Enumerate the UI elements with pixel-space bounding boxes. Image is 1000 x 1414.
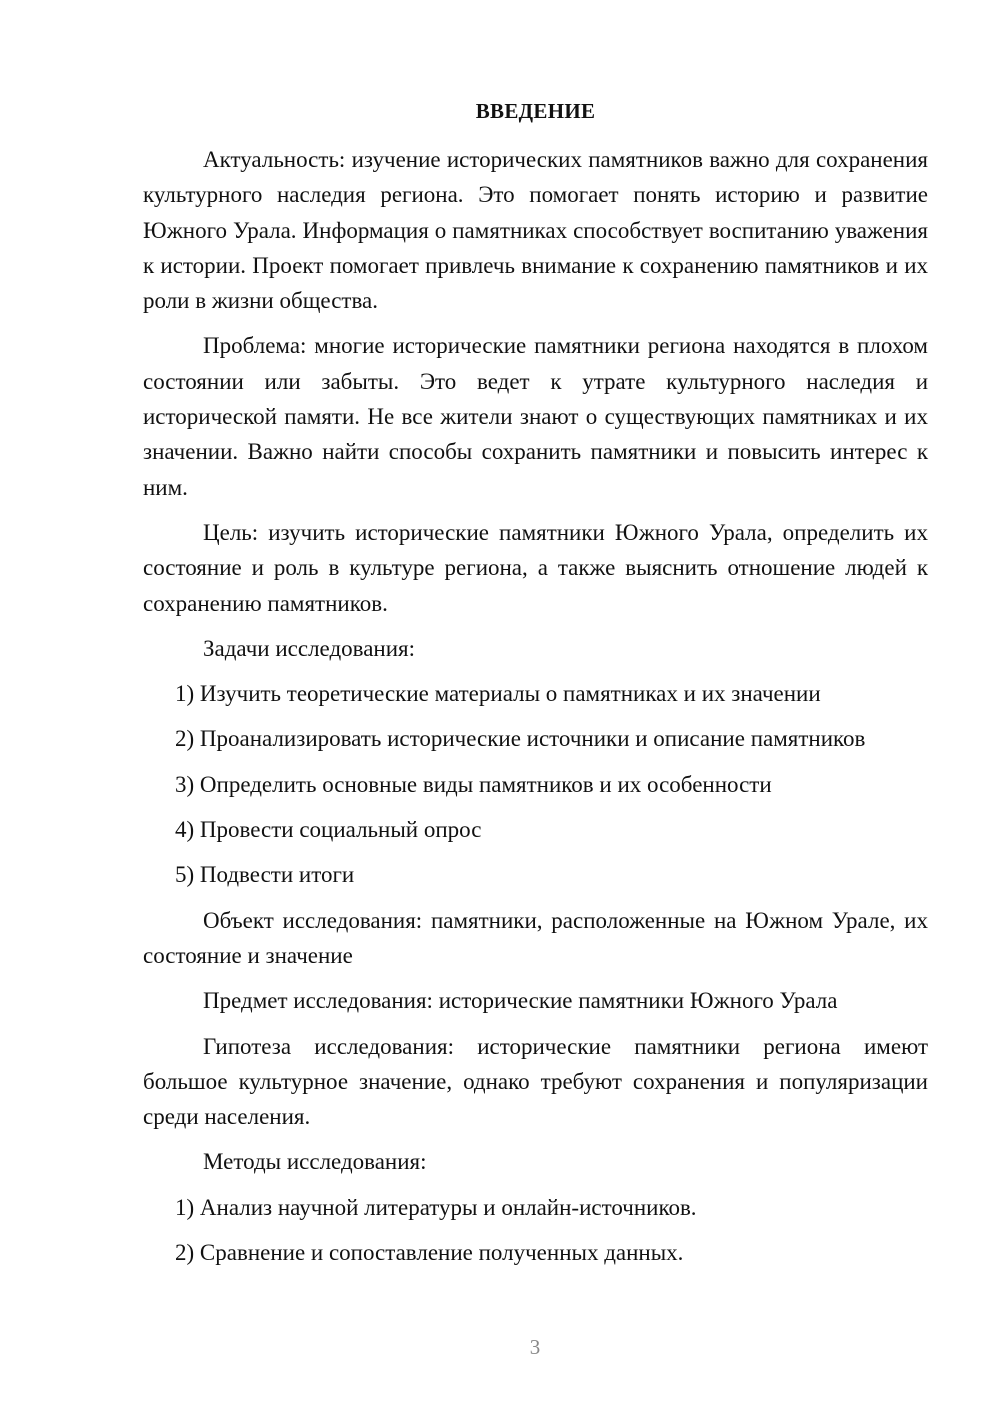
list-item: 5) Подвести итоги (175, 862, 355, 888)
list-item: 4) Провести социальный опрос (175, 817, 482, 843)
page-number: 3 (529, 1335, 541, 1359)
section-body (143, 142, 928, 1270)
object-paragraph: Объект исследования: памятники, расположенные на Южном Урале, их состояние и значение (143, 907, 928, 968)
section-title: ВВЕДЕНИЕ (475, 99, 596, 123)
subject-paragraph: Предмет исследования: исторические памятники Южного Урала (203, 988, 838, 1014)
list-item: 3) Определить основные виды памятников и их особенности (175, 771, 772, 797)
tasks-heading: Задачи исследования: (203, 635, 416, 661)
list-item: 2) Проанализировать исторические источники и описание памятников (175, 726, 866, 752)
methods-heading: Методы исследования: (203, 1149, 427, 1175)
list-item: 1) Изучить теоретические материалы о памятниках и их значении (175, 681, 821, 707)
list-item: 1) Анализ научной литературы и онлайн-источников. (175, 1194, 697, 1220)
relevance-paragraph: Актуальность: изучение исторических памятников важно для сохранения культурного наследия региона. Это помогает понять историю и развитие Южного Урала. Информация о памятниках способствует воспитанию уважения к истории. Проект помогает привлечь внимание к сохранению памятников и их роли в жизни общества. (143, 147, 928, 314)
methods-list (143, 1190, 928, 1271)
list-item: 2) Сравнение и сопоставление полученных данных. (175, 1240, 684, 1266)
hypothesis-paragraph: Гипотеза исследования: исторические памятники региона имеют большое культурное значение, однако требуют сохранения и популяризации среди населения. (143, 1033, 928, 1130)
tasks-list (143, 676, 928, 892)
problem-paragraph: Проблема: многие исторические памятники региона находятся в плохом состоянии или забыты. Это ведет к утрате культурного наследия и исторической памяти. Не все жители знают о существующих памятниках и их значении. Важно найти способы сохранить памятники и повысить интерес к ним. (143, 333, 928, 500)
goal-paragraph: Цель: изучить исторические памятники Южного Урала, определить их состояние и роль в культуре региона, а также выяснить отношение людей к сохранению памятников. (143, 519, 928, 616)
